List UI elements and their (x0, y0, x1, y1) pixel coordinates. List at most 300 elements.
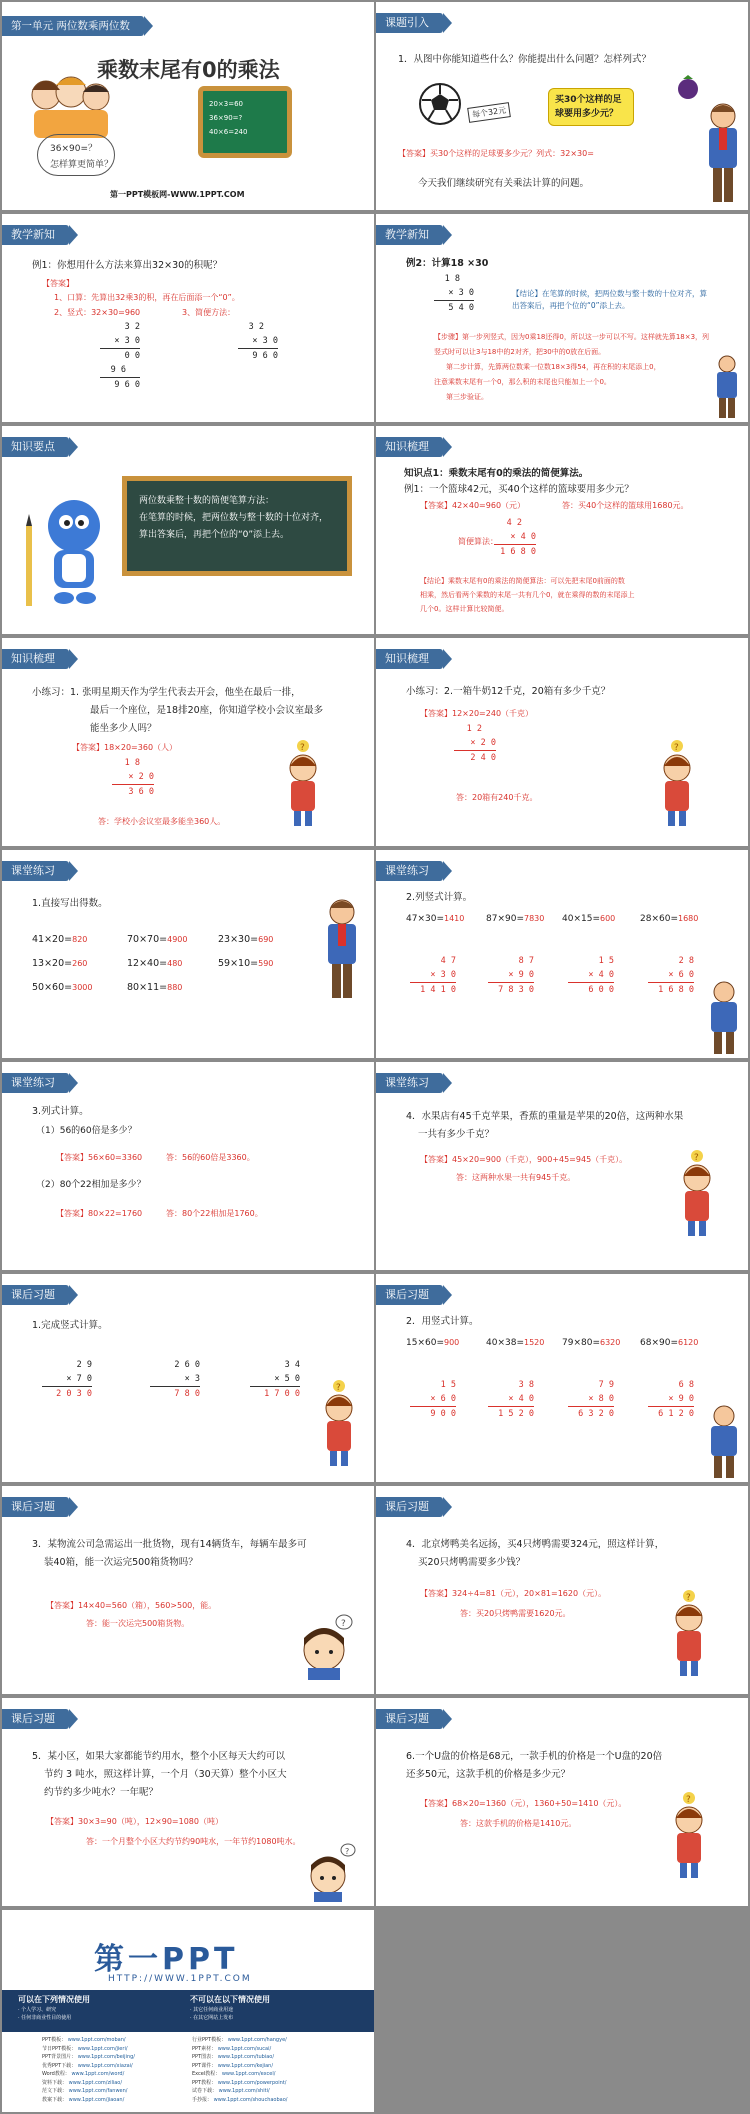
question-line: 6.一个U盘的价格是68元，一款手机的价格是一个U盘的20倍 (406, 1751, 663, 1762)
teacher-illustration (701, 100, 745, 210)
usage-allowed-item: · 个人学习、研究 (18, 2007, 57, 2013)
step-line: 【步骤】第一步列竖式，因为0乘18还得0，所以这一步可以不写。这样就先算18×3，列竖式时可以让3与18中的2对齐，把30中的0放在后面。 (434, 333, 710, 356)
calc-line: 1 5 (598, 956, 614, 966)
link-row[interactable] (42, 2036, 135, 2045)
answer-sentence: 答：80个22相加是1760。 (166, 1209, 263, 1218)
answer: 【答案】68×20=1360（元），1360+50=1410（元）。 (420, 1799, 627, 1808)
section-header: 课堂练习 (376, 1073, 443, 1093)
vertical-calc (488, 1378, 534, 1421)
usage-denied-item: · 其它任何商业用途 (190, 2007, 234, 2013)
calc-line: 3 2 (124, 322, 140, 332)
links-left (42, 2036, 135, 2104)
method-simple: 3、简便方法： (182, 308, 236, 317)
soccer-ball-icon (418, 82, 462, 126)
calc-line: × 9 0 (668, 1394, 694, 1404)
section-header: 课后习题 (2, 1497, 69, 1517)
exercise-item (218, 928, 273, 952)
expression: 80×11= (127, 982, 168, 993)
result: 900 (444, 1338, 460, 1347)
exercise-question (32, 1748, 287, 1802)
slide-exercise1 (2, 850, 374, 1058)
calc-line: × 5 0 (274, 1374, 300, 1384)
link-label: 手抄报： (192, 2096, 213, 2103)
link-label: PPT课件： (192, 2062, 217, 2069)
calc-line: 5 4 0 (434, 300, 474, 315)
vertical-calc-simple (238, 320, 278, 363)
calc-line: × 3 0 (430, 970, 456, 980)
link-row[interactable] (42, 2096, 135, 2105)
calc-line: 7 8 3 0 (488, 982, 534, 997)
vertical-calc (112, 756, 154, 799)
calc-line: × 2 0 (128, 772, 154, 782)
section-header: 教学新知 (2, 225, 69, 245)
answer: 【答案】12×20=240（千克） (420, 709, 534, 718)
calc-line: × 6 0 (430, 1394, 456, 1404)
expression: 28×60= (640, 914, 678, 924)
teacher-illustration (704, 980, 744, 1056)
vertical-calc (150, 1358, 200, 1401)
calc-line: 3 4 (284, 1360, 300, 1370)
simple-method-label: 简便算法： (458, 537, 498, 546)
slide-knowledge1 (376, 426, 748, 634)
section-header: 课后习题 (376, 1285, 443, 1305)
calc-line: 2 9 (76, 1360, 92, 1370)
board-line: 36×90=? (209, 114, 243, 122)
calc-line: 3 8 (518, 1380, 534, 1390)
slide-homework5 (2, 1698, 374, 1906)
teacher-illustration (704, 1404, 744, 1480)
vertical-calc (434, 272, 474, 315)
link-label: PPT模板： (42, 2037, 67, 2043)
link-url[interactable]: www.1ppt.com/hangye/ (227, 2037, 287, 2043)
svg-text:?: ? (341, 1619, 346, 1629)
link-label: 教案下载： (42, 2096, 68, 2103)
section-header: 知识梳理 (376, 437, 443, 457)
svg-text:?: ? (336, 1383, 341, 1393)
chalkboard (122, 476, 352, 576)
exercise-item (486, 914, 544, 924)
result: 260 (72, 959, 88, 968)
expression: 68×90= (640, 1338, 678, 1348)
link-row[interactable] (192, 2036, 287, 2045)
answer: 【答案】30×3=90（吨），12×90=1080（吨） (46, 1817, 223, 1826)
expression: 13×20= (32, 958, 73, 969)
exercise-title: 2．用竖式计算。 (406, 1316, 479, 1327)
link-url[interactable]: www.1ppt.com/word/ (71, 2071, 125, 2077)
calc-line: 9 0 0 (410, 1406, 456, 1421)
svg-text:?: ? (686, 1593, 691, 1603)
thinking-girl-illustration (652, 738, 702, 828)
link-label: 试卷下载： (192, 2088, 218, 2094)
chalkboard-illustration (198, 86, 292, 158)
exercise-title: 2.列竖式计算。 (406, 892, 473, 903)
unit-header: 第一单元 两位数乘两位数 (2, 16, 144, 36)
exercise-question (32, 1536, 307, 1572)
exercise-title: 3.列式计算。 (32, 1106, 89, 1117)
method-vertical: 2、竖式：32×30=960 (54, 308, 141, 317)
calc-line: 7 9 (598, 1380, 614, 1390)
exercise-item (127, 976, 182, 1000)
slide-homework6 (376, 1698, 748, 1906)
slide-homework2 (376, 1274, 748, 1482)
exercise-item (486, 1338, 544, 1348)
example: 例1：一个篮球42元，买40个这样的篮球要用多少元？ (404, 484, 634, 495)
calc-line: × 8 0 (588, 1394, 614, 1404)
question-line: 4．北京烤鸭美名远扬，买4只烤鸭需要324元，照这样计算， (406, 1539, 665, 1550)
calc-line: 1 6 8 0 (648, 982, 694, 997)
link-row[interactable] (192, 2096, 287, 2105)
section-header: 知识要点 (2, 437, 69, 457)
bubble-question: 36×90=？ (50, 144, 97, 154)
teacher-illustration (320, 896, 364, 1006)
link-url[interactable]: www.1ppt.com/fanwen/ (68, 2088, 128, 2094)
section-header: 课堂练习 (2, 861, 69, 881)
calc-line: × 6 0 (668, 970, 694, 980)
vertical-calc (648, 1378, 694, 1421)
slide-homework1 (2, 1274, 374, 1482)
exercise-item (406, 1338, 459, 1348)
slide-exercise4 (376, 1062, 748, 1270)
vertical-calc (494, 516, 536, 559)
exercise-item (218, 952, 273, 976)
expression: 41×20= (32, 934, 73, 945)
result: 1680 (678, 914, 699, 923)
calc-line: × 3 0 (252, 336, 278, 346)
exercise-item (32, 928, 87, 952)
exercise-item (640, 914, 698, 924)
vertical-calc (42, 1358, 92, 1401)
calc-line: 9 6 (110, 365, 126, 375)
step-line: 第二步计算，先算两位数乘一位数18×3得54，再在积的末尾添上0， (446, 363, 661, 371)
exercise-title: 1.完成竖式计算。 (32, 1320, 108, 1331)
board-line: 在笔算的时候，把两位数与整十数的十位对齐， (139, 513, 329, 523)
calc-line: 3 2 (248, 322, 264, 332)
kids-illustration (26, 70, 116, 140)
board-line: 算出答案后，再把个位的“0”添上去。 (139, 530, 290, 540)
question-bubble (37, 134, 115, 176)
link-label: PPT教程： (192, 2079, 217, 2086)
result: 6120 (678, 1338, 699, 1347)
result: 7830 (524, 914, 545, 923)
link-row[interactable] (42, 2053, 135, 2062)
speech-bubble: 买30个这样的足球要用多少元？ (548, 88, 634, 126)
vertical-calc (250, 1358, 300, 1401)
calc-line: 1 8 (444, 274, 460, 284)
link-url[interactable]: www.1ppt.com/xiazai/ (77, 2062, 133, 2069)
conclusion-line: 相乘，然后看两个乘数的末尾一共有几个0，就在乘得的数的末尾添上 (420, 591, 635, 599)
usage-allowed-title: 可以在下列情况使用 (18, 1995, 90, 2004)
svg-text:?: ? (694, 1153, 699, 1163)
link-label: PPT背景图片： (42, 2054, 77, 2060)
vertical-calc (488, 954, 534, 997)
calc-line: 9 6 0 (100, 377, 140, 392)
slide-example1 (2, 214, 374, 422)
section-header: 课堂练习 (2, 1073, 69, 1093)
link-url[interactable]: www.1ppt.com/excel/ (221, 2071, 276, 2077)
slide-example2 (376, 214, 748, 422)
question-line: 买20只烤鸭需要多少钱？ (418, 1557, 526, 1568)
brand-url: HTTP://WWW.1PPT.COM (108, 1974, 252, 1984)
eggplant-icon (676, 74, 700, 100)
exercise-item (562, 914, 615, 924)
calc-line: 1 4 1 0 (410, 982, 456, 997)
exercise-item (127, 952, 182, 976)
link-row[interactable] (192, 2070, 287, 2079)
link-label: PPT图表： (192, 2054, 217, 2060)
thinking-girl-illustration (664, 1588, 714, 1678)
expression: 50×60= (32, 982, 73, 993)
section-header: 课后习题 (2, 1709, 69, 1729)
exercise-item (562, 1338, 620, 1348)
exercise-item (32, 952, 87, 976)
slide-intro (376, 2, 748, 210)
section-header: 教学新知 (376, 225, 443, 245)
calc-line: 1 2 (466, 724, 482, 734)
link-label: 优秀PPT下载： (42, 2062, 77, 2069)
exercise-question (406, 1108, 683, 1144)
calc-line: 4 7 (440, 956, 456, 966)
question-line: 节约 3 吨水，照这样计算，一个月（30天算）整个小区大 (44, 1769, 287, 1780)
question-line: 还多50元，这款手机的价格是多少元？ (406, 1769, 571, 1780)
link-url[interactable]: www.1ppt.com/jiaoan/ (68, 2096, 125, 2103)
expression: 23×30= (218, 934, 259, 945)
vertical-calc (410, 1378, 456, 1421)
link-row[interactable] (42, 2062, 135, 2071)
link-row[interactable] (192, 2045, 287, 2054)
calc-line: 2 4 0 (454, 750, 496, 765)
exercise-item (640, 1338, 698, 1348)
calc-line: 6 8 (678, 1380, 694, 1390)
link-label: PPT素材： (192, 2045, 217, 2052)
result: 4900 (167, 935, 188, 944)
calc-line: × 3 0 (114, 336, 140, 346)
link-label: Word教程： (42, 2071, 70, 2077)
result: 6320 (600, 1338, 621, 1347)
calc-line: × 2 0 (470, 738, 496, 748)
link-label: 范文下载： (42, 2088, 68, 2094)
answer-sentence: 答：一个月整个小区大约节约90吨水，一年节约1080吨水。 (86, 1837, 301, 1846)
steps (434, 330, 712, 405)
section-header: 课后习题 (376, 1497, 443, 1517)
link-label: 行业PPT模板： (192, 2037, 227, 2043)
svg-text:?: ? (686, 1795, 691, 1805)
calc-line: 1 5 (440, 1380, 456, 1390)
method-oral: 1、口算：先算出32乘3的积，再在后面添一个“0”。 (54, 293, 240, 302)
thinking-girl-illustration (664, 1790, 714, 1880)
result: 600 (600, 914, 616, 923)
svg-text:?: ? (674, 743, 679, 753)
slide-key-points (2, 426, 374, 634)
link-url[interactable]: www.1ppt.com/tubiao/ (217, 2054, 275, 2060)
link-label: 节日PPT模板： (42, 2045, 77, 2052)
board-line: 40×6=240 (209, 128, 248, 136)
link-url[interactable]: www.1ppt.com/shiti/ (218, 2088, 270, 2094)
sub-question: （2）80个22相加是多少？ (36, 1180, 146, 1190)
teacher-illustration (712, 354, 742, 420)
result: 690 (258, 935, 274, 944)
expression: 59×10= (218, 958, 259, 969)
result: 880 (167, 983, 183, 992)
result: 480 (167, 959, 183, 968)
note: 今天我们继续研究有关乘法计算的问题。 (418, 178, 590, 189)
calc-line: × 3 0 (448, 288, 474, 298)
board-line: 两位数乘整十数的简便笔算方法： (139, 496, 275, 506)
expression: 70×70= (127, 934, 168, 945)
usage-denied-item: · 在其它网站上发布 (190, 2015, 234, 2021)
link-row[interactable] (192, 2053, 287, 2062)
conclusion-line: 几个0。这样计算比较简便。 (420, 605, 509, 613)
link-url[interactable]: www.1ppt.com/shouchaobao/ (213, 2096, 288, 2103)
link-row[interactable] (42, 2070, 135, 2079)
link-url[interactable]: www.1ppt.com/kejian/ (217, 2062, 274, 2069)
slide-credits (2, 1910, 374, 2112)
vertical-calc-full (100, 320, 140, 392)
calc-line: × 3 (184, 1374, 200, 1384)
exercise-item (127, 928, 187, 952)
link-row[interactable] (192, 2087, 287, 2096)
expression: 15×60= (406, 1338, 444, 1348)
expression: 87×90= (486, 914, 524, 924)
conclusion-line: 【结论】乘数末尾有0的乘法的简便算法：可以先把末尾0前面的数 (420, 577, 625, 585)
calc-line: 6 3 2 0 (568, 1406, 614, 1421)
answer: 【答案】56×60=3360 (56, 1153, 143, 1162)
question-line: 最后一个座位，是18排20座，你知道学校小会议室最多 (90, 705, 324, 716)
question: 1．从图中你能知道些什么？你能提出什么问题？怎样列式？ (398, 54, 652, 65)
link-url[interactable]: www.1ppt.com/ziliao/ (68, 2079, 123, 2086)
calc-line: 1 5 2 0 (488, 1406, 534, 1421)
link-label: 资料下载： (42, 2079, 68, 2086)
link-url[interactable]: www.1ppt.com/beijing/ (77, 2054, 135, 2060)
section-header: 课后习题 (2, 1285, 69, 1305)
answer: 【答案】18×20=360（人） (72, 743, 178, 752)
result: 590 (258, 959, 274, 968)
question-line: 能坐多少人吗？ (90, 723, 157, 734)
sub-question: （1）56的60倍是多少？ (36, 1126, 137, 1136)
section-header: 课后习题 (376, 1709, 443, 1729)
link-url[interactable]: www.1ppt.com/jieri/ (77, 2045, 128, 2052)
slide-homework3 (2, 1486, 374, 1694)
link-url[interactable]: www.1ppt.com/powerpoint/ (217, 2079, 287, 2086)
calc-line: × 4 0 (510, 532, 536, 542)
link-label: Excel教程： (192, 2071, 221, 2077)
step-line: 第三步验证。 (446, 393, 488, 401)
answer: 【答案】80×22=1760 (56, 1209, 143, 1218)
link-url[interactable]: www.1ppt.com/moban/ (67, 2037, 126, 2043)
slide-practice2 (376, 638, 748, 846)
knowledge-point: 知识点1：乘数末尾有0的乘法的简便算法。 (404, 468, 589, 479)
link-row[interactable] (42, 2087, 135, 2096)
expression: 12×40= (127, 958, 168, 969)
calc-line: × 4 0 (508, 1394, 534, 1404)
question-line: 3．某物流公司急需运出一批货物，现有14辆货车，每辆车最多可 (32, 1539, 307, 1550)
section-header: 知识梳理 (2, 649, 69, 669)
practice-question (32, 684, 323, 738)
vertical-calc (648, 954, 694, 997)
usage-banner (2, 1990, 374, 2032)
thinking-girl-illustration (672, 1148, 722, 1238)
calc-line: 6 0 0 (568, 982, 614, 997)
price-tag: 每个32元 (467, 102, 511, 123)
calc-line: 1 6 8 0 (494, 544, 536, 559)
answer: 【答案】42×40=960（元） (420, 501, 526, 510)
link-url[interactable]: www.1ppt.com/sucai/ (217, 2045, 272, 2052)
answer-sentence: 答：这两种水果一共有945千克。 (456, 1173, 576, 1182)
answer: 【答案】14×40=560（箱），560>500，能。 (46, 1601, 217, 1610)
calc-line: 1 8 (124, 758, 140, 768)
question-line: 一共有多少千克？ (418, 1129, 495, 1140)
calc-line: × 4 0 (588, 970, 614, 980)
vertical-calc (568, 1378, 614, 1421)
links-right (192, 2036, 287, 2104)
question-line: 装40箱，能一次运完500箱货物吗？ (44, 1557, 198, 1568)
svg-text:?: ? (300, 743, 305, 753)
slide-practice1 (2, 638, 374, 846)
practice-question: 小练习：2.一箱牛奶12千克，20箱有多少千克？ (406, 686, 611, 697)
question-line: 4．水果店有45千克苹果，香蕉的重量是苹果的20倍，这两种水果 (406, 1111, 684, 1122)
question-line: 小练习：1. 张明星期天作为学生代表去开会，他坐在最后一排， (32, 687, 301, 698)
calc-line: 1 7 0 0 (250, 1386, 300, 1401)
calc-line: 9 6 0 (238, 348, 278, 363)
slide-exercise2 (376, 850, 748, 1058)
exercise-item (32, 976, 92, 1000)
answer: 【答案】45×20=900（千克），900+45=945（千克）。 (420, 1155, 628, 1164)
calc-line: × 7 0 (66, 1374, 92, 1384)
answer-sentence: 答：买40个这样的篮球用1680元。 (562, 501, 689, 510)
slide-exercise3 (2, 1062, 374, 1270)
expression: 40×38= (486, 1338, 524, 1348)
question-line: 约节约多少吨水？一年呢？ (44, 1787, 159, 1798)
answer-sentence: 答：20箱有240千克。 (456, 793, 538, 802)
section-header: 知识梳理 (376, 649, 443, 669)
calc-line: 8 7 (518, 956, 534, 966)
answer-sentence: 答：学校小会议室最多能坐360人。 (98, 817, 226, 826)
link-row[interactable] (192, 2062, 287, 2071)
thinking-boy-illustration (298, 1612, 358, 1680)
calc-line: 4 2 (506, 518, 522, 528)
link-row[interactable] (42, 2079, 135, 2088)
question-line: 5．某小区，如果大家都能节约用水，整个小区每天大约可以 (32, 1751, 286, 1762)
calc-line: 2 6 0 (174, 1360, 200, 1370)
exercise-title: 1.直接写出得数。 (32, 898, 108, 909)
exercise-question (406, 1536, 664, 1572)
answer-sentence: 答：能一次运完500箱货物。 (86, 1619, 190, 1628)
section-header: 课题引入 (376, 13, 443, 33)
link-row[interactable] (192, 2079, 287, 2088)
answer: 【答案】324÷4=81（元），20×81=1620（元）。 (420, 1589, 607, 1598)
svg-text:?: ? (345, 1847, 350, 1856)
expression: 47×30= (406, 914, 444, 924)
result: 3000 (72, 983, 93, 992)
link-row[interactable] (42, 2045, 135, 2054)
thinking-girl-illustration (314, 1378, 364, 1468)
result: 820 (72, 935, 88, 944)
slide-title (2, 2, 374, 210)
cat-mascot-illustration (16, 486, 116, 616)
calc-line: 0 0 (100, 348, 140, 363)
calc-line: 3 6 0 (112, 784, 154, 799)
calc-line: 7 8 0 (150, 1386, 200, 1401)
answer-sentence: 答：买20只烤鸭需要1620元。 (460, 1609, 571, 1618)
bubble-hint: 怎样算更简单？ (50, 160, 114, 170)
calc-line: 6 1 2 0 (648, 1406, 694, 1421)
conclusion (420, 574, 740, 616)
calc-line: 2 0 3 0 (42, 1386, 92, 1401)
result: 1520 (524, 1338, 545, 1347)
section-header: 课堂练习 (376, 861, 443, 881)
calc-line: 2 8 (678, 956, 694, 966)
answer-sentence: 答：这款手机的价格是1410元。 (460, 1819, 577, 1828)
conclusion: 【结论】在笔算的时候，把两位数与整十数的十位对齐，算出答案后，再把个位的“0”添上去。 (512, 289, 707, 310)
